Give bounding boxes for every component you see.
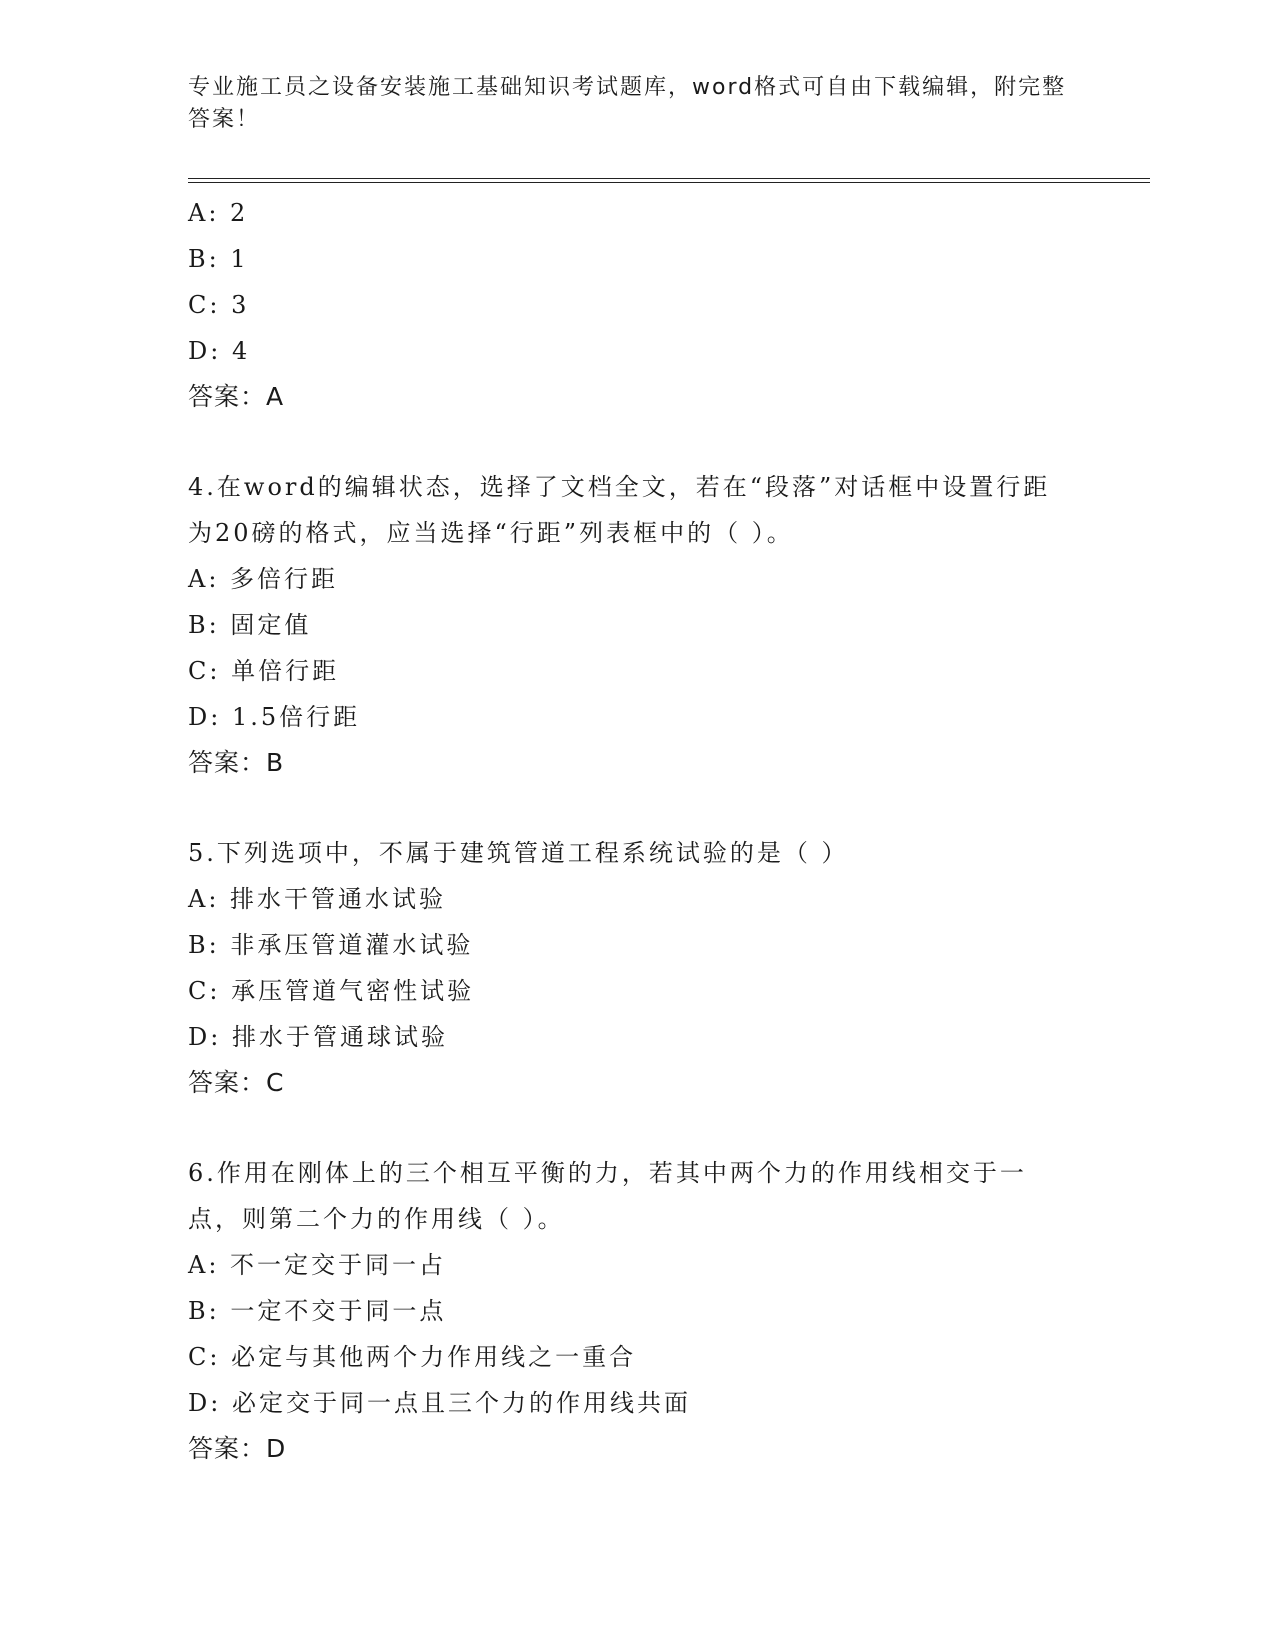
option-a: A: 排水干管通水试验 (188, 885, 447, 913)
document-header: 专业施工员之设备安装施工基础知识考试题库，word格式可自由下载编辑，附完整答案！ (188, 75, 1067, 132)
answer-line: 答案：C (188, 1068, 285, 1097)
header-divider (188, 178, 1150, 183)
question-list (188, 190, 1088, 1472)
answer-line: 答案：A (188, 382, 285, 411)
option-d: D: 必定交于同一点且三个力的作用线共面 (188, 1389, 691, 1417)
question-3 (188, 190, 1088, 420)
option-b: B: 1 (188, 245, 249, 273)
question-stem: 4.在word的编辑状态，选择了文档全文，若在“段落”对话框中设置行距为20磅的格式，应当选择“行距”列表框中的（ ）。 (188, 473, 1051, 547)
option-b: B: 非承压管道灌水试验 (188, 931, 474, 959)
option-c: C: 必定与其他两个力作用线之一重合 (188, 1343, 637, 1371)
option-a: A: 2 (188, 199, 249, 227)
answer-line: 答案：B (188, 748, 285, 777)
option-c: C: 承压管道气密性试验 (188, 977, 475, 1005)
question-4 (188, 464, 1088, 786)
question-6 (188, 1150, 1088, 1472)
question-stem: 6.作用在刚体上的三个相互平衡的力，若其中两个力的作用线相交于一点，则第二个力的作用线（ ）。 (188, 1159, 1027, 1233)
question-5 (188, 830, 1088, 1106)
option-a: A: 多倍行距 (188, 565, 339, 593)
option-a: A: 不一定交于同一占 (188, 1251, 447, 1279)
option-c: C: 3 (188, 291, 250, 319)
option-c: C: 单倍行距 (188, 657, 340, 685)
answer-line: 答案：D (188, 1434, 287, 1463)
question-stem: 5.下列选项中，不属于建筑管道工程系统试验的是（ ） (188, 839, 849, 867)
option-d: D: 1.5倍行距 (188, 703, 361, 731)
option-d: D: 排水于管通球试验 (188, 1023, 448, 1051)
option-b: B: 一定不交于同一点 (188, 1297, 447, 1325)
option-b: B: 固定值 (188, 611, 312, 639)
option-d: D: 4 (188, 337, 251, 365)
